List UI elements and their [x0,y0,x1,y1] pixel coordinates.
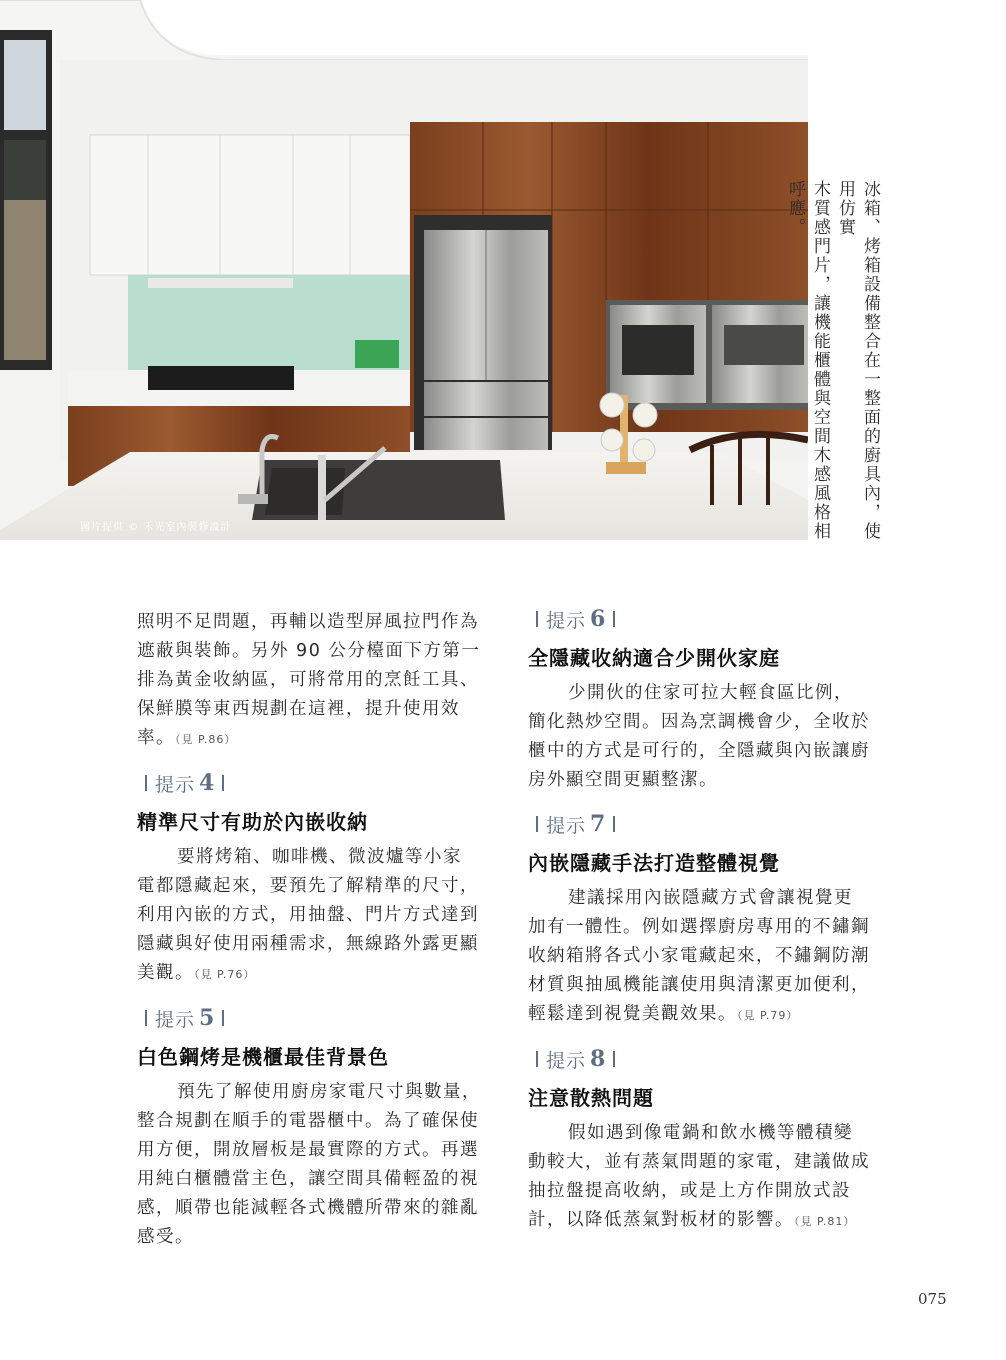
tip-8-body [528,1119,874,1236]
divider [536,816,538,832]
text-line: 用純白櫃體當主色，讓空間具備輕盈的視 [137,1169,479,1189]
text-line: 動較大，並有蒸氣問題的家電，建議做成 [528,1152,870,1172]
tip-8-marker [528,1046,874,1072]
tip-8-heading: 注意散熱問題 [528,1086,654,1110]
text-line: 少開伙的住家可拉大輕食區比例， [568,683,853,703]
photo-caption [785,180,882,550]
divider [222,775,224,791]
text-line: 利用內嵌的方式，用抽盤、門片方式達到 [137,905,479,925]
text-line: 建議採用內嵌隱藏方式會讓視覺更 [568,888,853,908]
tip-number: 6 [590,606,606,632]
text-line: 材質與抽風機能讓使用與清潔更加便利， [528,975,870,995]
intro-paragraph [137,608,483,754]
tip-5-heading: 白色鋼烤是機櫃最佳背景色 [137,1045,389,1069]
divider [613,816,615,832]
page-reference: （見 P.86） [175,733,237,746]
page-number: 075 [918,1290,947,1308]
text-line: 美觀。 [137,963,194,983]
photo-credit: 圖片提供 © 禾光室內裝修設計 [80,522,232,533]
text-line: 櫃中的方式是可行的，全隱藏與內嵌讓廚 [528,741,870,761]
kitchen-photo [0,0,808,540]
divider [613,1051,615,1067]
text-line: 抽拉盤提高收納，或是上方作開放式設 [528,1181,851,1201]
divider [613,611,615,627]
page-reference: （見 P.81） [794,1215,856,1228]
tip-number: 4 [199,770,215,796]
text-line: 計，以降低蒸氣對板材的影響。 [528,1210,794,1230]
tip-label: 提示 [546,609,587,632]
tip-6-marker [528,606,874,632]
text-line: 電都隱藏起來，要預先了解精準的尺寸， [137,876,479,896]
tip-5-body [137,1078,483,1252]
text-line: 排為黃金收納區，可將常用的烹飪工具、 [137,670,479,690]
tip-label: 提示 [546,814,587,837]
page-reference: （見 P.79） [737,1009,799,1022]
text-line: 輕鬆達到視覺美觀效果。 [528,1004,737,1024]
caption-line: 冰箱、烤箱設備整合在一整面的廚具內，使用仿實 [835,180,880,541]
page-reference: （見 P.76） [194,968,256,981]
right-column [528,606,874,1236]
tip-4-heading: 精準尺寸有助於內嵌收納 [137,810,368,834]
text-line: 感受。 [137,1227,194,1247]
text-line: 收納箱將各式小家電藏起來，不鏽鋼防潮 [528,946,870,966]
text-line: 要將烤箱、咖啡機、微波爐等小家 [177,847,462,867]
tip-label: 提示 [155,773,196,796]
caption-line: 木質感門片，讓機能櫃體與空間木感風格相呼應。 [785,180,830,541]
kitchen-illustration [0,0,808,540]
text-line: 加有一體性。例如選擇廚房專用的不鏽鋼 [528,917,870,937]
tip-5-marker [137,1005,483,1031]
text-line: 房外顯空間更顯整潔。 [528,770,718,790]
tip-number: 5 [199,1005,215,1031]
text-line: 率。 [137,728,175,748]
text-line: 預先了解使用廚房家電尺寸與數量， [177,1082,481,1102]
tip-6-body [528,679,874,795]
text-line: 假如遇到像電鍋和飲水機等體積變 [568,1123,853,1143]
tip-label: 提示 [155,1008,196,1031]
left-column [137,608,483,1252]
tip-7-heading: 內嵌隱藏手法打造整體視覺 [528,851,780,875]
tip-7-marker [528,811,874,837]
divider [536,611,538,627]
text-line: 整合規劃在順手的電器櫃中。為了確保使 [137,1111,479,1131]
tip-label: 提示 [546,1049,587,1072]
divider [222,1010,224,1026]
text-line: 遮蔽與裝飾。另外 90 公分檯面下方第一 [137,641,481,661]
tip-7-body [528,884,874,1030]
divider [145,775,147,791]
tip-4-marker [137,770,483,796]
divider [145,1010,147,1026]
tip-4-body [137,843,483,989]
text-line: 簡化熱炒空間。因為烹調機會少，全收於 [528,712,870,732]
text-line: 感，順帶也能減輕各式機體所帶來的雜亂 [137,1198,479,1218]
text-line: 照明不足問題，再輔以造型屏風拉門作為 [137,612,479,632]
tip-6-heading: 全隱藏收納適合少開伙家庭 [528,646,780,670]
text-line: 隱藏與好使用兩種需求，無線路外露更顯 [137,934,479,954]
text-line: 保鮮膜等東西規劃在這裡，提升使用效 [137,699,460,719]
text-line: 用方便，開放層板是最實際的方式。再選 [137,1140,479,1160]
tip-number: 7 [590,811,606,837]
tip-number: 8 [590,1046,606,1072]
divider [536,1051,538,1067]
